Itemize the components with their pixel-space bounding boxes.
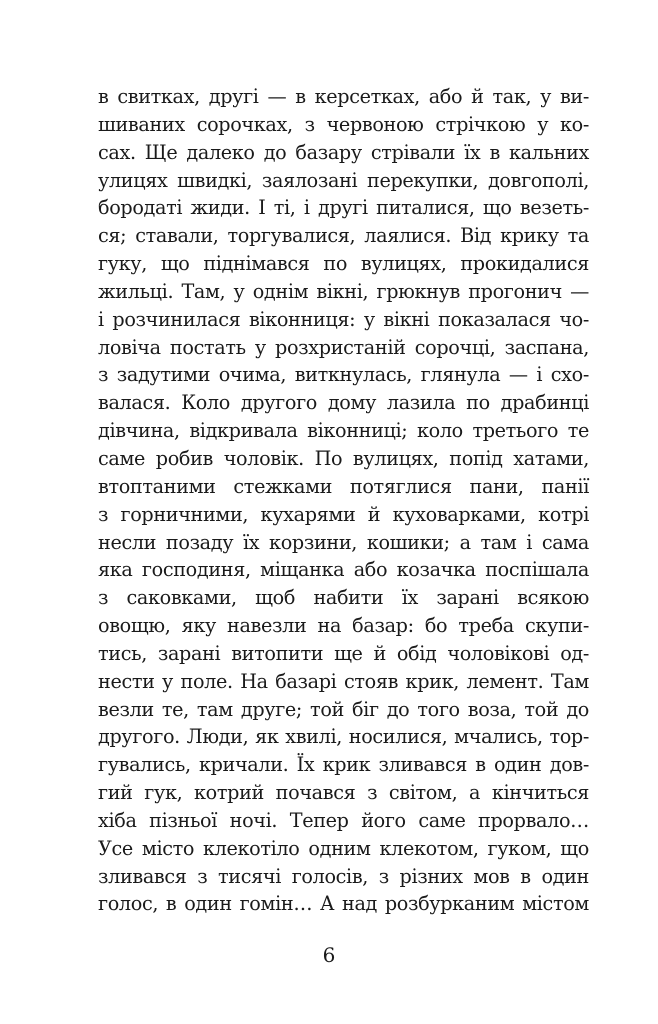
text-line: гуку, що піднімався по вулицях, прокидалися (98, 252, 589, 276)
text-line: улицях швидкі, заялозані перекупки, довгополі, (98, 168, 589, 192)
text-line: втоптаними стежками потяглися пани, панії (98, 474, 589, 498)
text-line: з саковками, щоб набити їх зарані всякою (98, 586, 589, 610)
text-line: голос, в один гомін… А над розбурканим містом (98, 892, 589, 916)
text-line: яка господиня, міщанка або козачка поспішала (98, 558, 589, 582)
text-line: в свитках, другі — в керсетках, або й так, у ви- (98, 85, 589, 108)
text-line: шиваних сорочках, з червоною стрічкою у ко- (98, 112, 589, 136)
text-line: ся; ставали, торгувалися, лаялися. Від крику та (98, 224, 589, 248)
text-line: з задутими очима, виткнулась, глянула — і схо- (98, 363, 589, 387)
text-line: Усе місто клекотіло одним клекотом, гуком, що (98, 836, 589, 860)
text-line: валася. Коло другого дому лазила по драбинці (98, 391, 589, 415)
text-line: зливався з тисячі голосів, з різних мов в один (98, 864, 589, 888)
text-line: другого. Люди, як хвилі, носилися, мчались, тор- (98, 725, 589, 749)
text-line: з горничними, кухарями й куховарками, котрі (98, 502, 589, 526)
text-line: несли позаду їх корзини, кошики; а там і сама (98, 530, 589, 554)
text-line: сах. Ще далеко до базару стрівали їх в кальних (98, 140, 589, 164)
text-line: овощю, яку навезли на базар: бо треба скупи- (98, 614, 589, 638)
text-line: гий гук, котрий почався з світом, а кінчиться (98, 781, 589, 805)
text-line: ловіча постать у розхристаній сорочці, заспана, (98, 335, 589, 359)
text-line: везли те, там друге; той біг до того воза, той до (98, 697, 589, 721)
text-line: саме робив чоловік. По вулицях, попід хатами, (98, 446, 589, 470)
text-line: і розчинилася віконниця: у вікні показалася чо- (98, 307, 589, 331)
text-line: тись, зарані витопити ще й обід чоловікові од- (98, 641, 589, 665)
text-line: бородаті жиди. І ті, і другі питалися, що везеть- (98, 196, 589, 220)
text-line: гувались, кричали. Їх крик зливався в один дов- (98, 753, 589, 777)
text-line: жильці. Там, у однім вікні, грюкнув прогонич — (98, 279, 589, 303)
text-line: дівчина, відкривала віконниці; коло третього те (98, 419, 589, 443)
page-body-text (98, 83, 589, 918)
text-line: нести у поле. На базарі стояв крик, лемент. Там (98, 669, 589, 693)
text-line: хіба пізньої ночі. Тепер його саме прорвало… (98, 808, 589, 832)
page-number: 6 (322, 943, 336, 967)
